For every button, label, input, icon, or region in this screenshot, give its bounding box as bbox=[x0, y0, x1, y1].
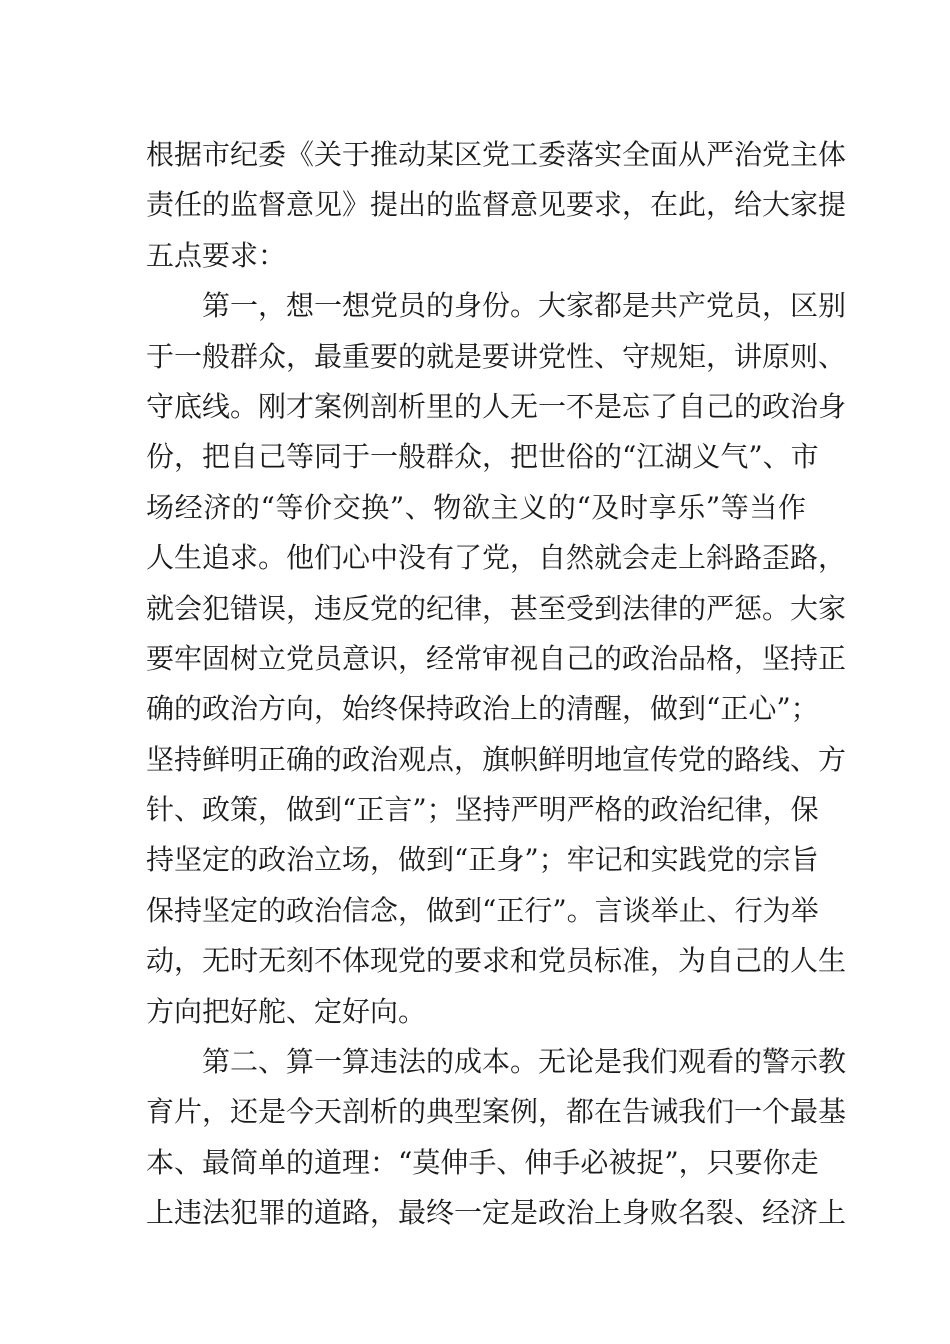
text-line: 确的政治方向，始终保持政治上的清醒，做到“正心”； bbox=[146, 692, 819, 726]
text-line: 动，无时无刻不体现党的要求和党员标准，为自己的人生 bbox=[146, 944, 847, 978]
paragraph-start-line: 第二、算一算违法的成本。无论是我们观看的警示教 bbox=[202, 1045, 847, 1079]
text-line: 坚持鲜明正确的政治观点，旗帜鲜明地宣传党的路线、方 bbox=[146, 742, 847, 776]
text-line: 育片，还是今天剖析的典型案例，都在告诫我们一个最基 bbox=[146, 1095, 847, 1129]
text-line: 上违法犯罪的道路，最终一定是政治上身败名裂、经济上 bbox=[146, 1196, 847, 1230]
text-line: 保持坚定的政治信念，做到“正行”。言谈举止、行为举 bbox=[146, 893, 819, 927]
text-line: 要牢固树立党员意识，经常审视自己的政治品格，坚持正 bbox=[146, 641, 847, 675]
text-line: 就会犯错误，违反党的纪律，甚至受到法律的严惩。大家 bbox=[146, 591, 847, 625]
text-line: 本、最简单的道理：“莫伸手、伸手必被捉”，只要你走 bbox=[146, 1145, 819, 1179]
text-line: 针、政策，做到“正言”；坚持严明严格的政治纪律，保 bbox=[146, 793, 819, 827]
text-line: 方向把好舵、定好向。 bbox=[146, 994, 427, 1028]
document-body bbox=[146, 130, 847, 1239]
text-line: 根据市纪委《关于推动某区党工委落实全面从严治党主体 bbox=[146, 138, 847, 171]
text-line: 人生追求。他们心中没有了党，自然就会走上斜路歪路， bbox=[146, 541, 847, 575]
text-line: 份，把自己等同于一般群众，把世俗的“江湖义气”、市 bbox=[146, 440, 819, 474]
text-line: 责任的监督意见》提出的监督意见要求，在此，给大家提 bbox=[146, 188, 847, 222]
text-line: 守底线。刚才案例剖析里的人无一不是忘了自己的政治身 bbox=[146, 389, 847, 423]
text-line: 于一般群众，最重要的就是要讲党性、守规矩，讲原则、 bbox=[146, 339, 847, 373]
text-line: 场经济的“等价交换”、物欲主义的“及时享乐”等当作 bbox=[146, 490, 806, 524]
text-line: 五点要求： bbox=[146, 238, 287, 272]
paragraph-start-line: 第一，想一想党员的身份。大家都是共产党员，区别 bbox=[202, 289, 847, 323]
text-line: 持坚定的政治立场，做到“正身”；牢记和实践党的宗旨 bbox=[146, 843, 819, 877]
